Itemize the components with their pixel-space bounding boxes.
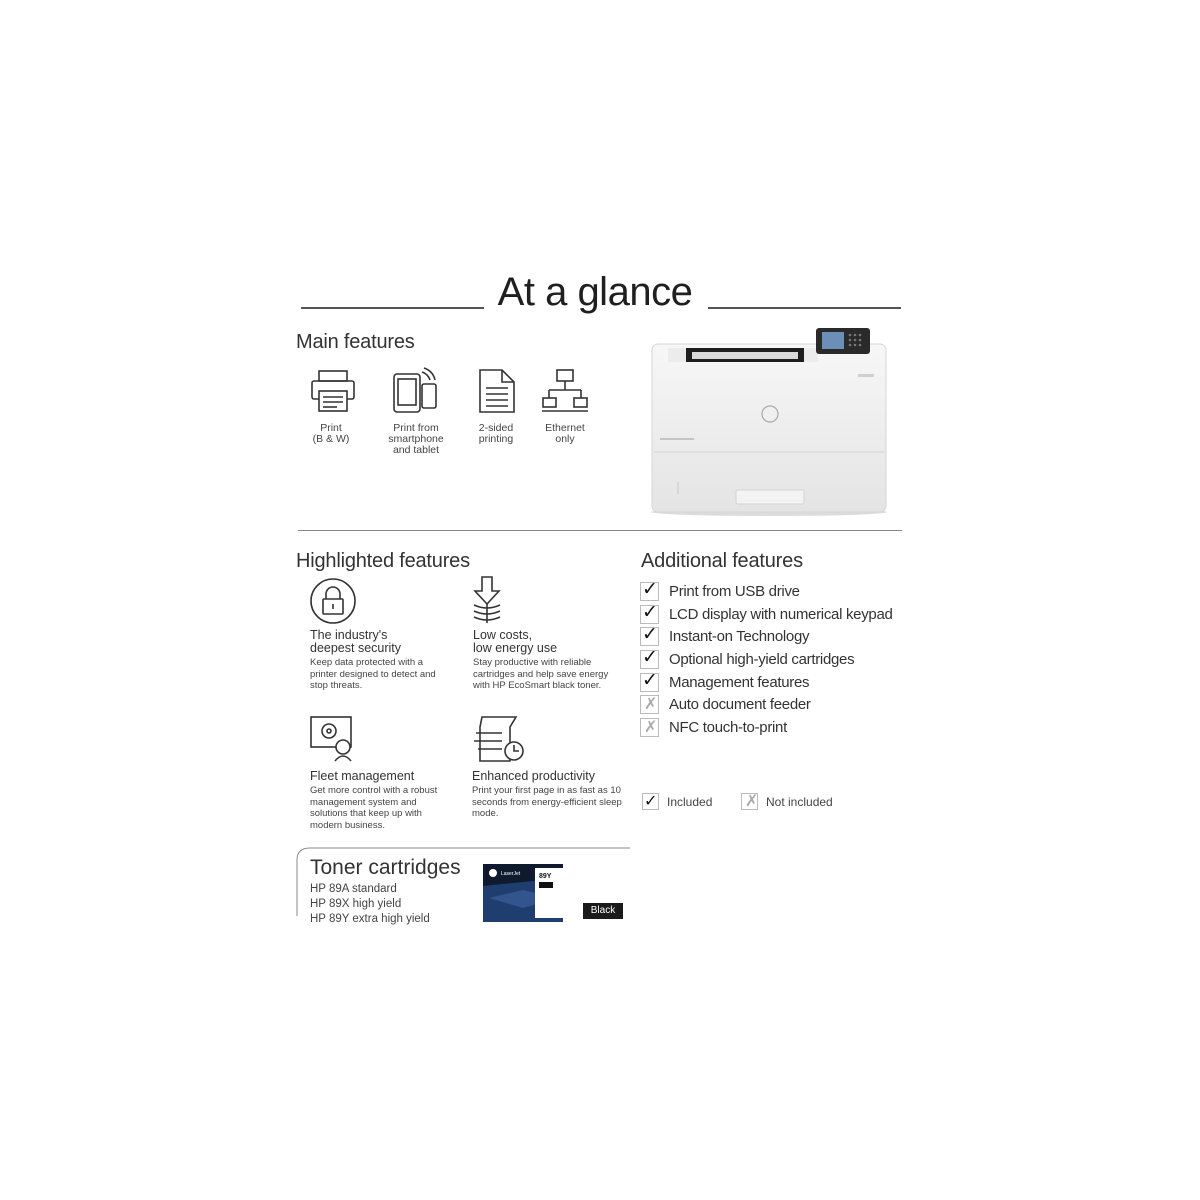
check-icon: ✓ xyxy=(642,578,658,600)
toner-line-high-yield: HP 89X high yield xyxy=(310,898,402,910)
feature-item-instant-on: ✓ Instant-on Technology xyxy=(642,624,810,646)
main-feature-label-mobile: Print from smartphone and tablet xyxy=(388,422,444,456)
fleet-title: Fleet management xyxy=(310,769,415,783)
feature-item-high-yield: ✓ Optional high-yield cartridges xyxy=(642,646,855,668)
main-features-heading: Main features xyxy=(296,331,415,353)
fleet-desc: Get more control with a robust management system and solutions that keep up with modern business. xyxy=(310,785,438,831)
security-title: The industry's deepest security xyxy=(310,628,402,655)
toner-heading: Toner cartridges xyxy=(310,856,461,879)
toner-box-model: 89Y xyxy=(539,873,552,880)
feature-item-nfc: ✗ NFC touch-to-print xyxy=(640,716,893,739)
smartphone-tablet-icon xyxy=(392,366,440,414)
legend-included: ✓ Included xyxy=(644,793,713,810)
feature-item-management: ✓ Management features xyxy=(642,669,810,691)
page-title: At a glance xyxy=(497,270,693,314)
feature-item-usb: ✓ Print from USB drive xyxy=(642,578,800,600)
security-desc: Keep data protected with a printer designed to detect and stop threats. xyxy=(310,657,436,691)
additional-features-list xyxy=(640,580,893,739)
two-sided-document-icon xyxy=(478,368,516,414)
feature-item-lcd: ✓ LCD display with numerical keypad xyxy=(642,601,893,623)
lock-icon xyxy=(309,577,357,625)
legend-not-included: ✗ Not included xyxy=(741,793,833,810)
cross-icon: ✗ xyxy=(741,793,758,810)
printer-product-image xyxy=(648,326,890,516)
main-feature-label-ethernet: Ethernet only xyxy=(545,422,585,445)
title-rule-left xyxy=(301,307,484,309)
toner-line-standard: HP 89A standard xyxy=(310,883,397,895)
energy-desc: Stay productive with reliable cartridges and help save energy with HP EcoSmart black toner. xyxy=(473,657,609,691)
title-rule-right xyxy=(708,307,901,309)
check-icon: ✓ xyxy=(642,646,658,668)
fleet-management-icon xyxy=(309,715,359,763)
check-icon: ✓ xyxy=(642,624,658,646)
toner-color-badge: Black xyxy=(583,903,623,919)
check-icon: ✓ xyxy=(642,669,658,691)
check-icon: ✓ xyxy=(644,793,658,810)
cross-icon: ✗ xyxy=(640,718,659,737)
main-feature-label-duplex: 2-sided printing xyxy=(478,422,514,445)
energy-arrow-icon xyxy=(470,575,504,625)
main-feature-label-print: Print (B & W) xyxy=(312,422,350,445)
printer-icon xyxy=(310,368,356,414)
toner-line-extra-high-yield: HP 89Y extra high yield xyxy=(310,913,430,925)
section-divider xyxy=(298,530,902,531)
ethernet-network-icon xyxy=(542,368,588,414)
feature-item-adf: ✗ Auto document feeder xyxy=(640,693,893,716)
cross-icon: ✗ xyxy=(640,695,659,714)
energy-title: Low costs, low energy use xyxy=(473,628,558,655)
productivity-desc: Print your first page in as fast as 10 seconds from energy-efficient sleep mode. xyxy=(472,785,622,819)
toner-box-brand: LaserJet xyxy=(501,871,521,877)
check-icon: ✓ xyxy=(642,601,658,623)
productivity-title: Enhanced productivity xyxy=(472,769,595,783)
highlighted-features-heading: Highlighted features xyxy=(296,550,470,572)
additional-features-heading: Additional features xyxy=(641,550,803,572)
toner-cartridge-box-image xyxy=(483,864,565,922)
productivity-clock-icon xyxy=(472,715,526,763)
